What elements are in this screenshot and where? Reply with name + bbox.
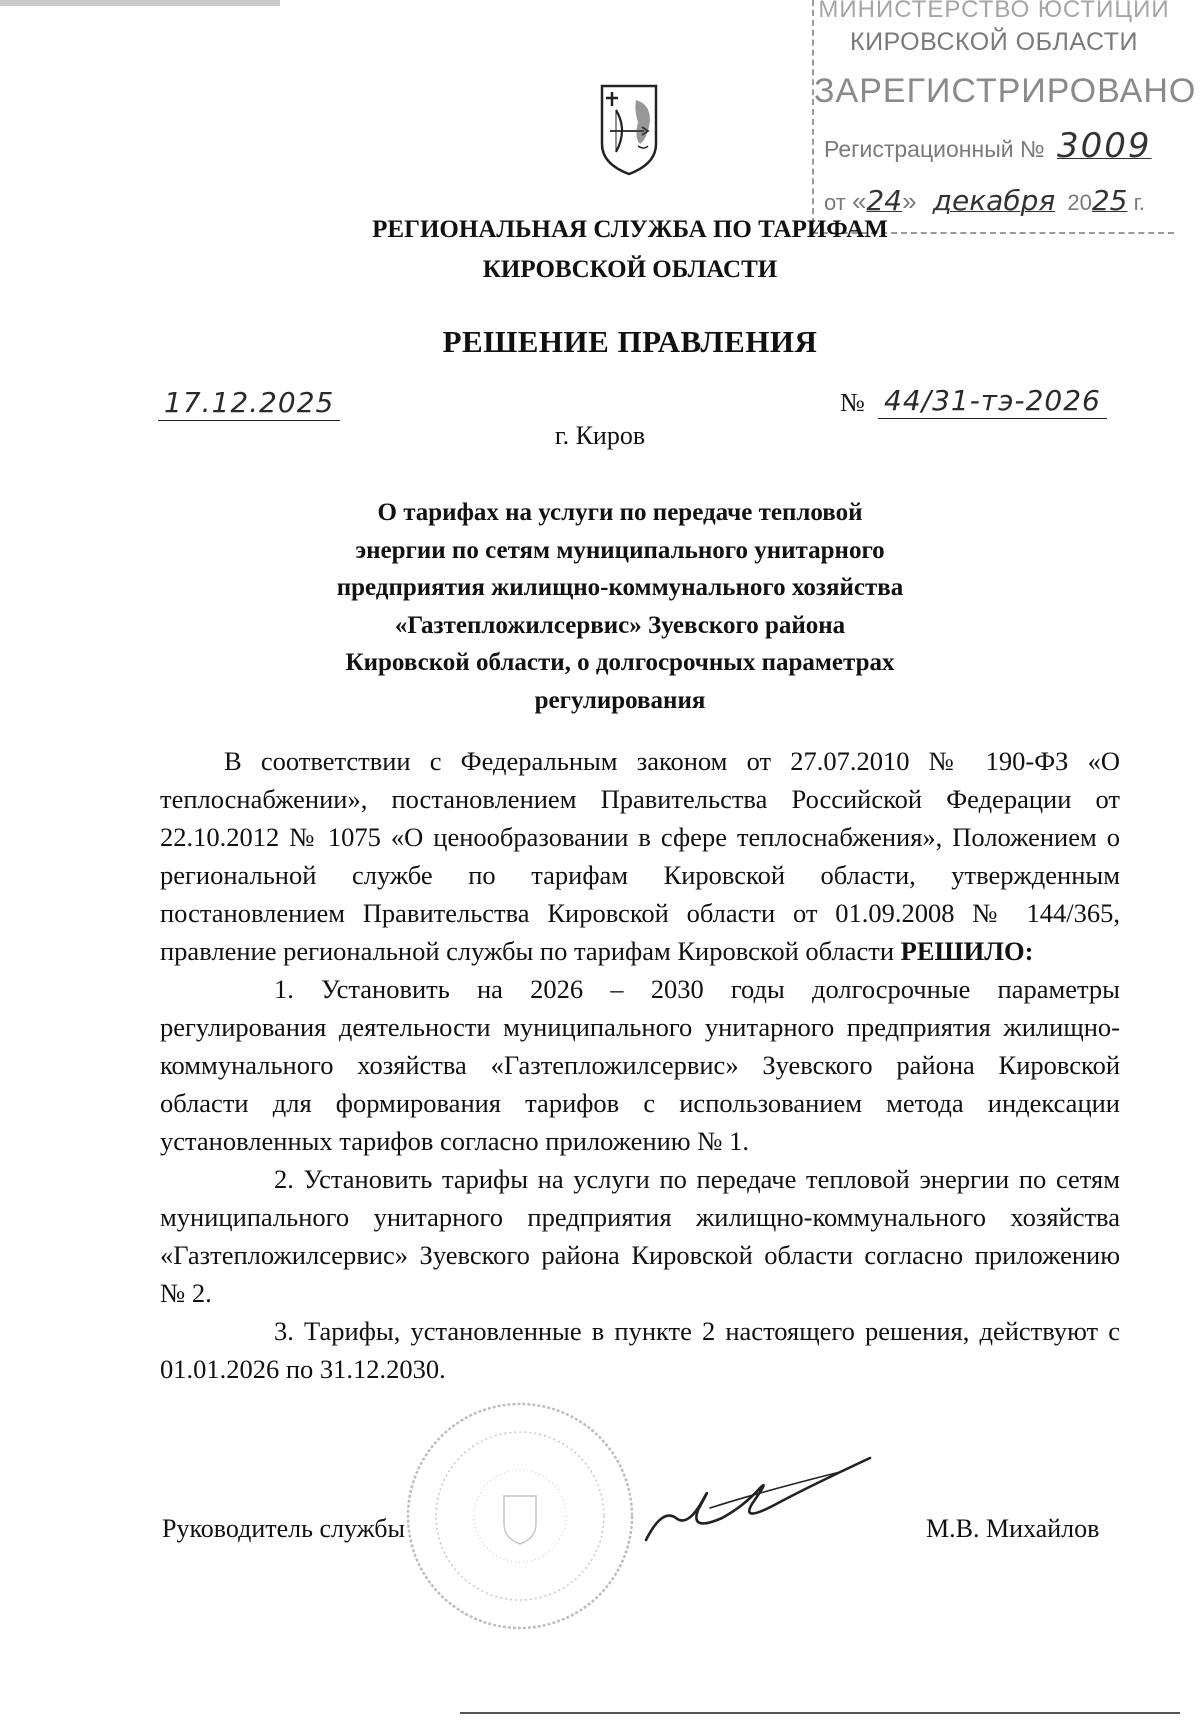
decision-item-1: 1. Установить на 2026 – 2030 годы долгосрочные параметры регулирования деятельности муниципального унитарного предприятия жилищно-коммунального хозяйства «Газтепложилсервис» Зуевского района Кировской области для формирования тарифов с использованием метода индексации установленных тарифов согласно приложению № 1. [160, 974, 1120, 1156]
stamp-number-label: Регистрационный № [824, 136, 1045, 162]
document-body [160, 742, 1120, 1388]
stamp-ministry: МИНИСТЕРСТВО ЮСТИЦИИ [818, 0, 1170, 23]
document-subject [250, 494, 990, 719]
subject-line: предприятия жилищно-коммунального хозяйства [336, 574, 904, 601]
stamp-year-unit: г. [1133, 190, 1146, 215]
stamp-month: декабря [932, 184, 1056, 217]
subject-line: О тарифах на услуги по передаче тепловой [377, 499, 863, 526]
stamp-quote-open: « [851, 186, 867, 216]
preamble-paragraph [160, 742, 1120, 970]
stamp-quote-close: » [902, 186, 917, 216]
stamp-year-prefix: 20 [1067, 190, 1092, 215]
stamp-status: ЗАРЕГИСТРИРОВАНО [814, 72, 1197, 110]
official-seal-icon [400, 1396, 640, 1636]
signer-position: Руководитель службы [162, 1514, 405, 1543]
registration-stamp [812, 0, 1197, 234]
signer-name: М.В. Михайлов [926, 1514, 1100, 1543]
subject-line: энергии по сетям муниципального унитарного [355, 536, 885, 564]
decision-item-3: 3. Тарифы, установленные в пункте 2 настоящего решения, действуют с 01.01.2026 по 31.12.2030. [160, 1316, 1120, 1384]
subject-line: регулирования [534, 686, 706, 714]
stamp-date-row [824, 184, 1145, 217]
stamp-number-row [824, 126, 1152, 166]
subject-line: Кировской области, о долгосрочных параметрах [345, 649, 895, 676]
document-number-value: 44/31-тэ-2026 [878, 384, 1107, 419]
stamp-day: 24 [866, 184, 903, 217]
preamble-text: В соответствии с Федеральным законом от 27.07.2010 № 190-ФЗ «О теплоснабжении», постановлением Правительства Российской Федерации от 22.10.2012 № 1075 «О ценообразовании в сфере теплоснабжения», Положением о региональной службе по тарифам Кировской области, утвержденным постановлением Правительства Кировской области от 01.09.2008 № 144/365, правление региональной службы по тарифам Кировской области [160, 746, 1120, 966]
org-name-line1: РЕГИОНАЛЬНАЯ СЛУЖБА ПО ТАРИФАМ [372, 216, 888, 243]
document-type: РЕШЕНИЕ ПРАВЛЕНИЯ [442, 324, 818, 359]
stamp-region: КИРОВСКОЙ ОБЛАСТИ [850, 28, 1138, 56]
subject-line: «Газтепложилсервис» Зуевского района [394, 611, 846, 639]
scan-artifact [0, 0, 280, 6]
document-city: г. Киров [554, 421, 646, 450]
document-date-value: 17.12.2025 [158, 386, 340, 421]
coat-of-arms-icon [598, 82, 660, 178]
stamp-number-value: 3009 [1057, 126, 1152, 166]
document-number [878, 384, 1107, 418]
document-number-sign: № [840, 388, 865, 417]
decision-item-2: 2. Установить тарифы на услуги по передаче тепловой энергии по сетям муниципального унитарного предприятия жилищно-коммунального хозяйства «Газтепложилсервис» Зуевского района Кировской области согласно приложению № 2. [160, 1164, 1120, 1308]
decision-word: РЕШИЛО: [900, 936, 1034, 966]
bottom-divider [460, 1712, 1180, 1714]
document-date [158, 386, 340, 420]
handwritten-signature-icon [640, 1448, 880, 1558]
stamp-year-suffix: 25 [1091, 184, 1128, 217]
org-name-line2: КИРОВСКОЙ ОБЛАСТИ [482, 256, 778, 283]
stamp-date-prefix: от [824, 190, 846, 215]
